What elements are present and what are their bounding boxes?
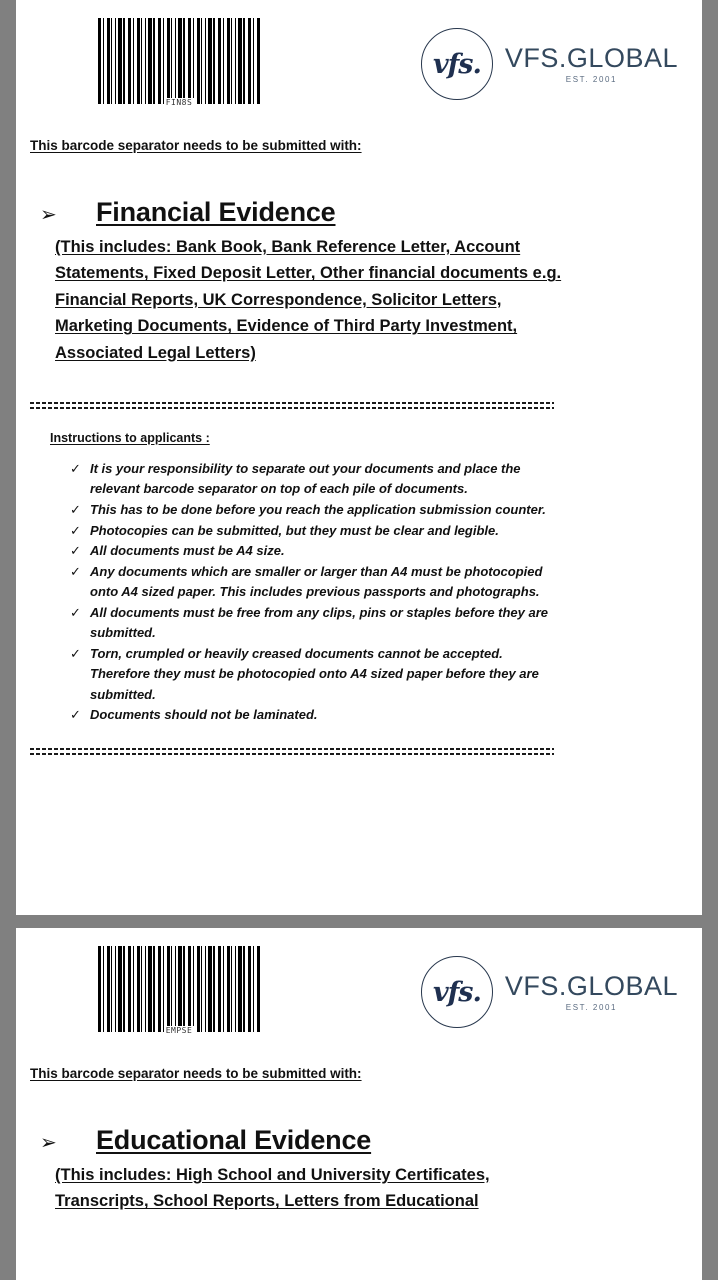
check-icon: ✓: [70, 707, 81, 723]
vfs-wordmark: [505, 44, 678, 84]
instruction-text: Torn, crumpled or heavily creased documents cannot be accepted. Therefore they must be photocopied onto A4 sized paper before they are submitted.: [90, 645, 539, 702]
check-icon: ✓: [70, 502, 81, 518]
list-item: [70, 521, 556, 542]
vfs-circle-icon: [421, 956, 493, 1028]
list-item: [70, 603, 556, 644]
vfs-wordmark-text: VFS.GLOBAL: [504, 42, 678, 73]
vfs-wordmark: [505, 972, 678, 1012]
check-icon: ✓: [70, 604, 81, 620]
evidence-title: Financial Evidence: [96, 197, 336, 227]
divider-bottom: [30, 748, 554, 755]
check-icon: ✓: [70, 645, 81, 661]
vfs-established-text: EST. 2001: [565, 1003, 618, 1013]
list-item: [70, 541, 556, 562]
instruction-text: Photocopies can be submitted, but they must be clear and legible.: [90, 522, 499, 538]
submit-instruction-line: This barcode separator needs to be submitted with:: [30, 138, 362, 153]
instruction-text: All documents must be free from any clips, pins or staples before they are submitted.: [90, 604, 549, 641]
instruction-text: This has to be done before you reach the application submission counter.: [90, 502, 546, 518]
vfs-circle-icon: [421, 28, 493, 100]
document-page-2: [16, 928, 702, 1280]
vfs-wordmark-text: VFS.GLOBAL: [504, 970, 678, 1001]
vfs-monogram-text: vfs.: [432, 976, 481, 1008]
list-item: [70, 500, 556, 521]
list-item: [70, 562, 556, 603]
barcode-image: [98, 18, 260, 104]
check-icon: ✓: [70, 460, 81, 476]
vfs-global-logo: [421, 956, 678, 1028]
barcode-label: FIN8S: [165, 98, 193, 107]
evidence-title: Educational Evidence: [96, 1125, 372, 1155]
barcode-label: EMPSE: [165, 1026, 193, 1035]
instruction-text: Any documents which are smaller or larger than A4 must be photocopied onto A4 sized paper. This includes previous passports and photographs.: [90, 563, 543, 600]
barcode-block: [98, 0, 260, 122]
page-header-band: [30, 928, 688, 1066]
list-item: [70, 705, 556, 726]
submit-instruction-line: This barcode separator needs to be submitted with:: [30, 1066, 362, 1081]
instruction-text: Documents should not be laminated.: [90, 707, 318, 723]
instructions-heading: Instructions to applicants :: [50, 430, 210, 445]
document-page-1: [16, 0, 702, 915]
instructions-list: [70, 459, 688, 726]
check-icon: ✓: [70, 543, 81, 559]
vfs-global-logo: [421, 28, 678, 100]
vfs-monogram-text: vfs.: [432, 48, 481, 80]
check-icon: ✓: [70, 522, 81, 538]
check-icon: ✓: [70, 563, 81, 579]
evidence-includes-text: (This includes: Bank Book, Bank Reference Letter, Account Statements, Fixed Deposit Letter, Other financial documents e.g. Financial Reports, UK Correspondence, Solicitor Letters, Marketing Documents, Evidence of Third Party Investment, Associated Legal Letters): [55, 238, 562, 362]
evidence-heading-row: [40, 1125, 688, 1156]
barcode-block: [98, 928, 260, 1050]
list-item: [70, 459, 556, 500]
divider-top: [30, 402, 554, 409]
instruction-text: All documents must be A4 size.: [90, 543, 285, 559]
vfs-established-text: EST. 2001: [565, 75, 618, 85]
evidence-includes-text: (This includes: High School and University Certificates, Transcripts, School Reports, Letters from Educational: [55, 1166, 490, 1211]
arrow-bullet-icon: ➢: [40, 1132, 57, 1154]
arrow-bullet-icon: ➢: [40, 204, 57, 226]
instruction-text: It is your responsibility to separate out your documents and place the relevant barcode separator on top of each pile of documents.: [90, 460, 521, 497]
evidence-heading-row: [40, 197, 688, 228]
page-header-band: [30, 0, 688, 138]
barcode-image: [98, 946, 260, 1032]
list-item: [70, 644, 556, 706]
